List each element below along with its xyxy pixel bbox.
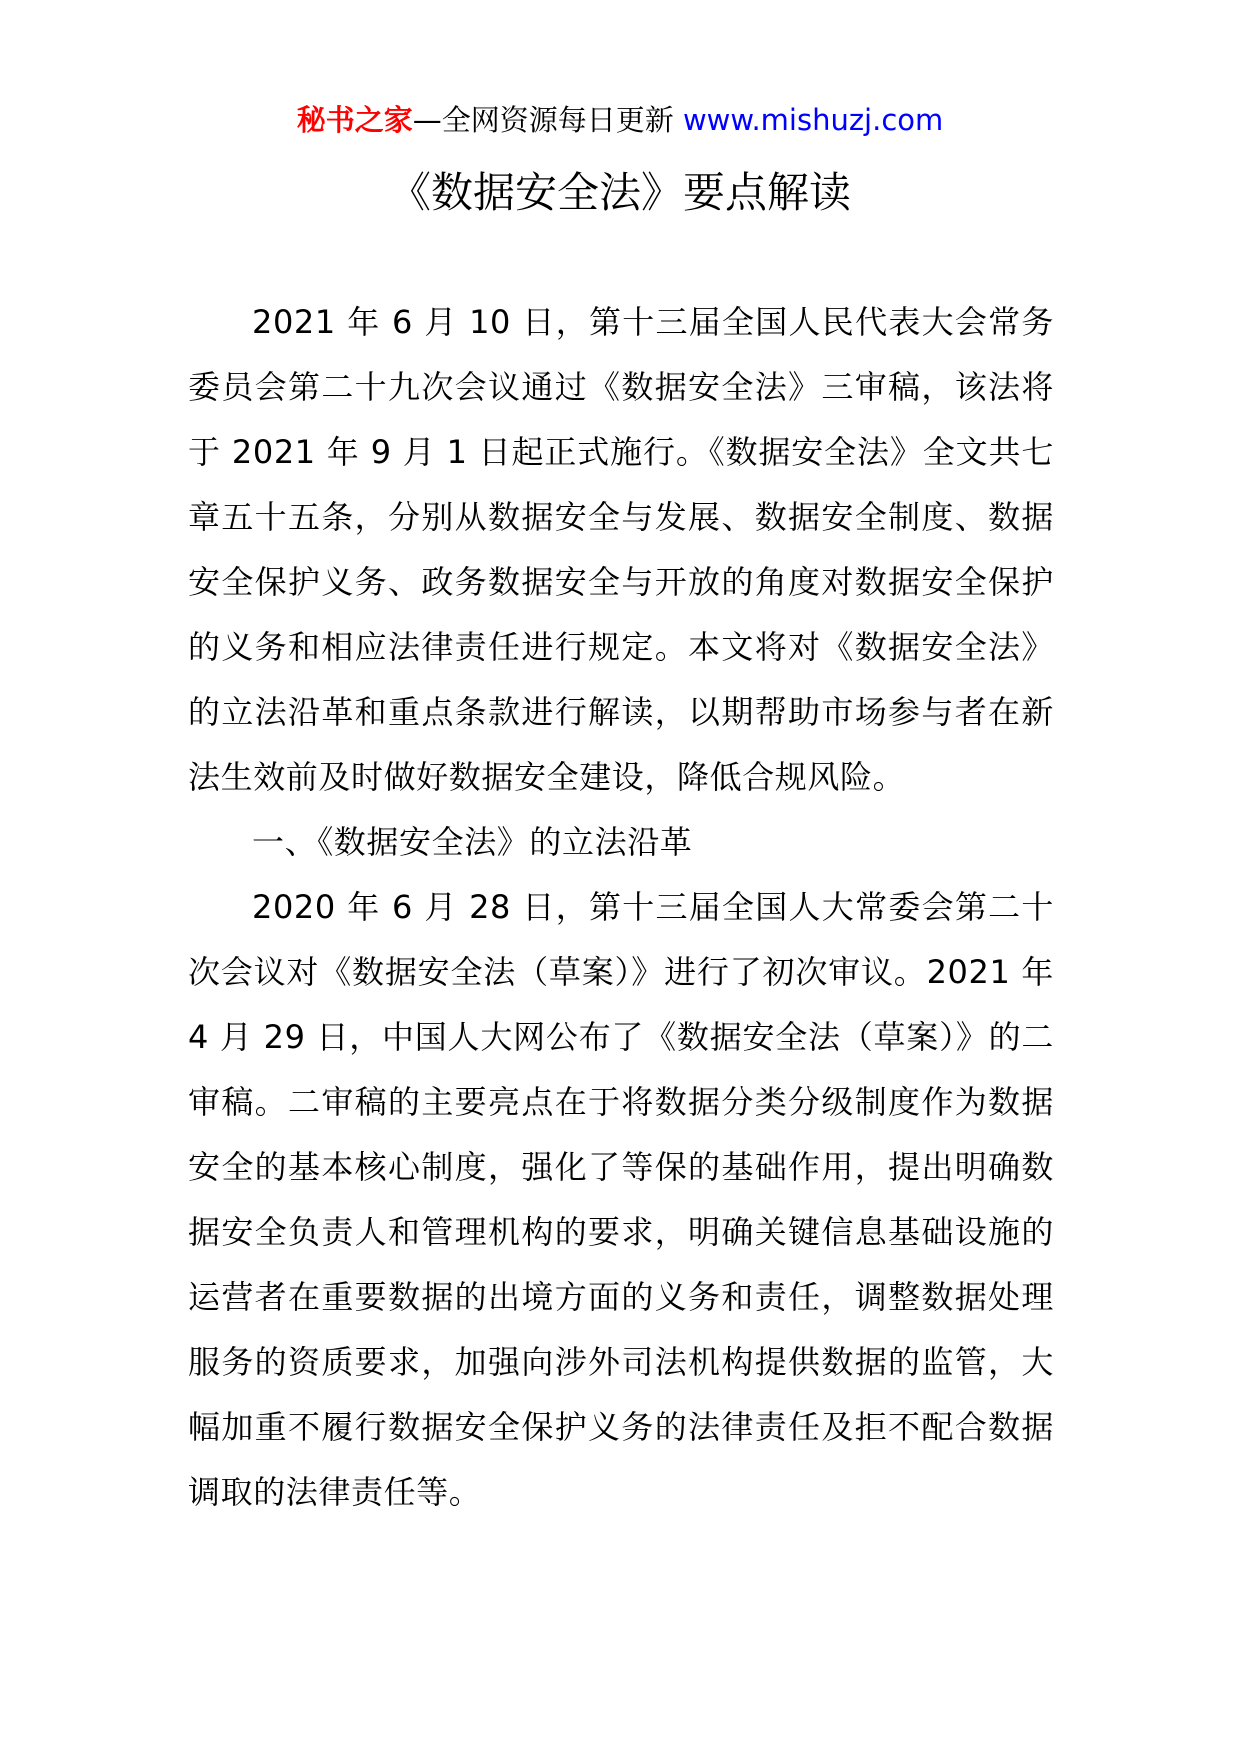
legislative-history-paragraph: 2020 年 6 月 28 日，第十三届全国人大常委会第二十次会议对《数据安全法（草案）》进行了初次审议。2021 年 4 月 29 日，中国人大网公布了《数据安全法（草案）》的二审稿。二审稿的主要亮点在于将数据分类分级制度作为数据安全的基本核心制度，强化了等保的基础作用，提出明确数据安全负责人和管理机构的要求，明确关键信息基础设施的运营者在重要数据的出境方面的义务和责任，调整数据处理服务的资质要求，加强向涉外司法机构提供数据的监管，大幅加重不履行数据安全保护义务的法律责任及拒不配合数据调取的法律责任等。 — [188, 888, 1054, 1511]
site-url-link[interactable]: www.mishuzj.com — [682, 103, 944, 137]
document-title: 《数据安全法》要点解读 — [388, 168, 851, 217]
intro-paragraph: 2021 年 6 月 10 日，第十三届全国人民代表大会常务委员会第二十九次会议通过《数据安全法》三审稿，该法将于 2021 年 9 月 1 日起正式施行。《数据安全法》全文共七章五十五条，分别从数据安全与发展、数据安全制度、数据安全保护义务、政务数据安全与开放的角度对数据安全保护的义务和相应法律责任进行规定。本文将对《数据安全法》的立法沿革和重点条款进行解读，以期帮助市场参与者在新法生效前及时做好数据安全建设，降低合规风险。 — [188, 303, 1054, 796]
site-brand: 秘书之家 — [296, 103, 413, 137]
site-tagline: —全网资源每日更新 — [412, 103, 683, 137]
section-heading-legislative-history: 一、《数据安全法》的立法沿革 — [252, 823, 693, 861]
site-header — [0, 100, 1240, 140]
document-body — [188, 290, 1054, 1525]
